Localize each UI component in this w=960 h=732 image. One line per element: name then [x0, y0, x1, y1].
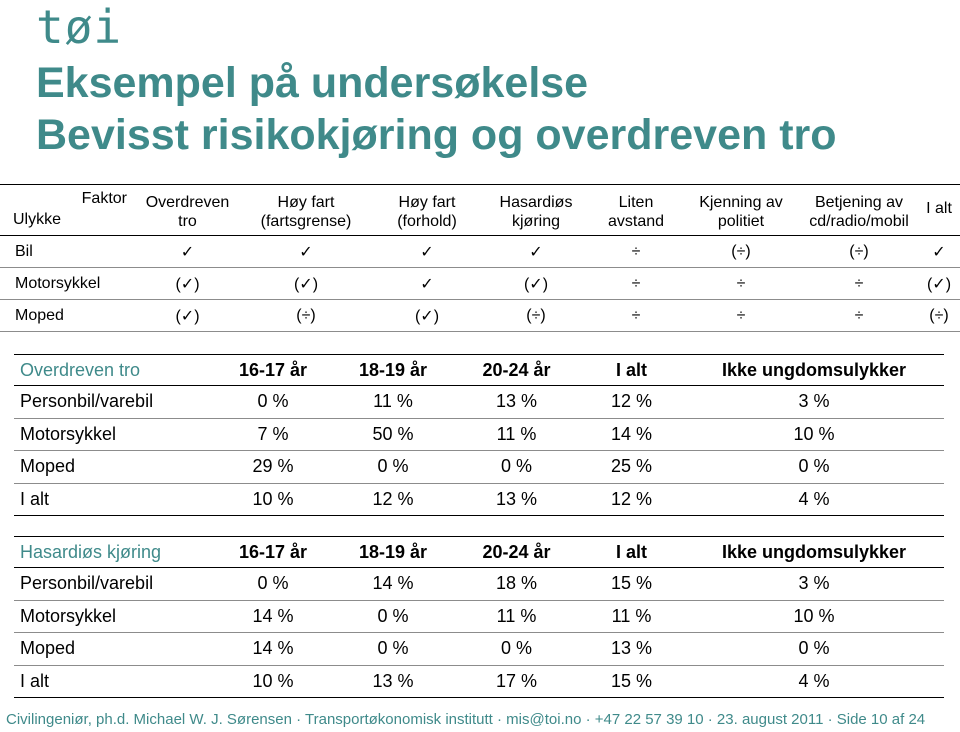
matrix-cell: (÷) [240, 300, 372, 332]
row-label: Moped [14, 451, 214, 484]
table-title: Hasardiøs kjøring [14, 537, 214, 568]
row-label: Moped [0, 300, 135, 332]
matrix-cell: ÷ [800, 300, 918, 332]
column-header: Liten avstand [590, 185, 682, 236]
matrix-cell: ✓ [918, 236, 960, 268]
slide-title: Eksempel på undersøkelse [36, 59, 589, 107]
column-header: I alt [918, 185, 960, 236]
table-cell: 0 % [454, 451, 579, 484]
table-cell: 17 % [454, 665, 579, 698]
column-header: Hasardiøs kjøring [482, 185, 590, 236]
table-cell: 10 % [214, 483, 332, 516]
column-header: Overdreven tro [135, 185, 240, 236]
matrix-cell: ✓ [372, 268, 482, 300]
matrix-row [0, 300, 960, 332]
matrix-cell: (✓) [482, 268, 590, 300]
table-cell: 11 % [332, 386, 454, 419]
slide-footer: Civilingeniør, ph.d. Michael W. J. Sørensen · Transportøkonomisk institutt · mis@toi.no · +47 22 57 39 10 · 23. august 2011 · Side 10 af 24 [6, 711, 926, 728]
table-cell: 4 % [684, 483, 944, 516]
table-cell: 18 % [454, 568, 579, 601]
table-row [14, 600, 944, 633]
table-cell: 25 % [579, 451, 684, 484]
table-row [14, 633, 944, 666]
table-cell: 29 % [214, 451, 332, 484]
row-label: Personbil/varebil [14, 386, 214, 419]
row-label: Motorsykkel [14, 418, 214, 451]
table-cell: 14 % [579, 418, 684, 451]
table-cell: 10 % [684, 418, 944, 451]
matrix-cell: ✓ [240, 236, 372, 268]
table-cell: 13 % [579, 633, 684, 666]
table-cell: 13 % [454, 483, 579, 516]
factor-matrix-table [0, 184, 960, 332]
table-cell: 50 % [332, 418, 454, 451]
table-cell: 12 % [579, 386, 684, 419]
column-header: 18-19 år [332, 355, 454, 386]
matrix-cell: ÷ [682, 300, 800, 332]
table-cell: 11 % [454, 418, 579, 451]
matrix-cell: ÷ [590, 300, 682, 332]
column-header: 20-24 år [454, 355, 579, 386]
row-label: Personbil/varebil [14, 568, 214, 601]
toi-logo: tøi [36, 0, 123, 54]
matrix-cell: ÷ [800, 268, 918, 300]
column-header: Ikke ungdomsulykker [684, 537, 944, 568]
table-cell: 0 % [214, 568, 332, 601]
column-header: Ikke ungdomsulykker [684, 355, 944, 386]
column-header: Høy fart (fartsgrense) [240, 185, 372, 236]
reckless-driving-table [14, 536, 944, 698]
row-label: I alt [14, 665, 214, 698]
matrix-cell: ÷ [590, 236, 682, 268]
table-row [14, 483, 944, 516]
column-header: I alt [579, 355, 684, 386]
table-cell: 10 % [684, 600, 944, 633]
table-row [14, 386, 944, 419]
table-cell: 0 % [214, 386, 332, 419]
matrix-cell: (✓) [135, 300, 240, 332]
matrix-corner-cell [0, 185, 135, 236]
matrix-cell: (✓) [135, 268, 240, 300]
table-header-row [14, 537, 944, 568]
table-cell: 14 % [332, 568, 454, 601]
table-cell: 14 % [214, 633, 332, 666]
table-cell: 10 % [214, 665, 332, 698]
table-cell: 15 % [579, 568, 684, 601]
table-cell: 0 % [684, 451, 944, 484]
matrix-cell: (✓) [372, 300, 482, 332]
table-cell: 13 % [454, 386, 579, 419]
matrix-cell: ÷ [590, 268, 682, 300]
table-cell: 0 % [684, 633, 944, 666]
table-cell: 14 % [214, 600, 332, 633]
matrix-cell: (÷) [682, 236, 800, 268]
matrix-row [0, 236, 960, 268]
column-header: 20-24 år [454, 537, 579, 568]
table-cell: 3 % [684, 568, 944, 601]
column-header: Høy fart (forhold) [372, 185, 482, 236]
table-cell: 0 % [332, 451, 454, 484]
table-row [14, 568, 944, 601]
row-label: I alt [14, 483, 214, 516]
overconfidence-table [14, 354, 944, 516]
matrix-cell: (÷) [918, 300, 960, 332]
table-cell: 0 % [332, 600, 454, 633]
matrix-header-row [0, 185, 960, 236]
table-cell: 15 % [579, 665, 684, 698]
column-header: Kjenning av politiet [682, 185, 800, 236]
matrix-cell: (÷) [800, 236, 918, 268]
table-cell: 3 % [684, 386, 944, 419]
slide-subtitle: Bevisst risikokjøring og overdreven tro [36, 111, 837, 159]
table-title: Overdreven tro [14, 355, 214, 386]
column-header: I alt [579, 537, 684, 568]
table-row [14, 451, 944, 484]
table-cell: 0 % [332, 633, 454, 666]
table-header-row [14, 355, 944, 386]
matrix-cell: ✓ [372, 236, 482, 268]
row-label: Motorsykkel [14, 600, 214, 633]
matrix-cell: ✓ [482, 236, 590, 268]
matrix-row [0, 268, 960, 300]
column-header: 18-19 år [332, 537, 454, 568]
corner-accident-label: Ulykke [13, 211, 62, 228]
row-label: Motorsykkel [0, 268, 135, 300]
corner-factor-label: Faktor [81, 190, 127, 207]
table-cell: 12 % [579, 483, 684, 516]
matrix-cell: ✓ [135, 236, 240, 268]
table-cell: 0 % [454, 633, 579, 666]
table-cell: 11 % [454, 600, 579, 633]
matrix-cell: (✓) [240, 268, 372, 300]
matrix-cell: (✓) [918, 268, 960, 300]
column-header: 16-17 år [214, 537, 332, 568]
table-row [14, 418, 944, 451]
table-row [14, 665, 944, 698]
table-cell: 11 % [579, 600, 684, 633]
matrix-cell: (÷) [482, 300, 590, 332]
table-cell: 13 % [332, 665, 454, 698]
table-cell: 7 % [214, 418, 332, 451]
column-header: Betjening av cd/radio/mobil [800, 185, 918, 236]
row-label: Bil [0, 236, 135, 268]
table-cell: 4 % [684, 665, 944, 698]
row-label: Moped [14, 633, 214, 666]
table-cell: 12 % [332, 483, 454, 516]
column-header: 16-17 år [214, 355, 332, 386]
matrix-cell: ÷ [682, 268, 800, 300]
